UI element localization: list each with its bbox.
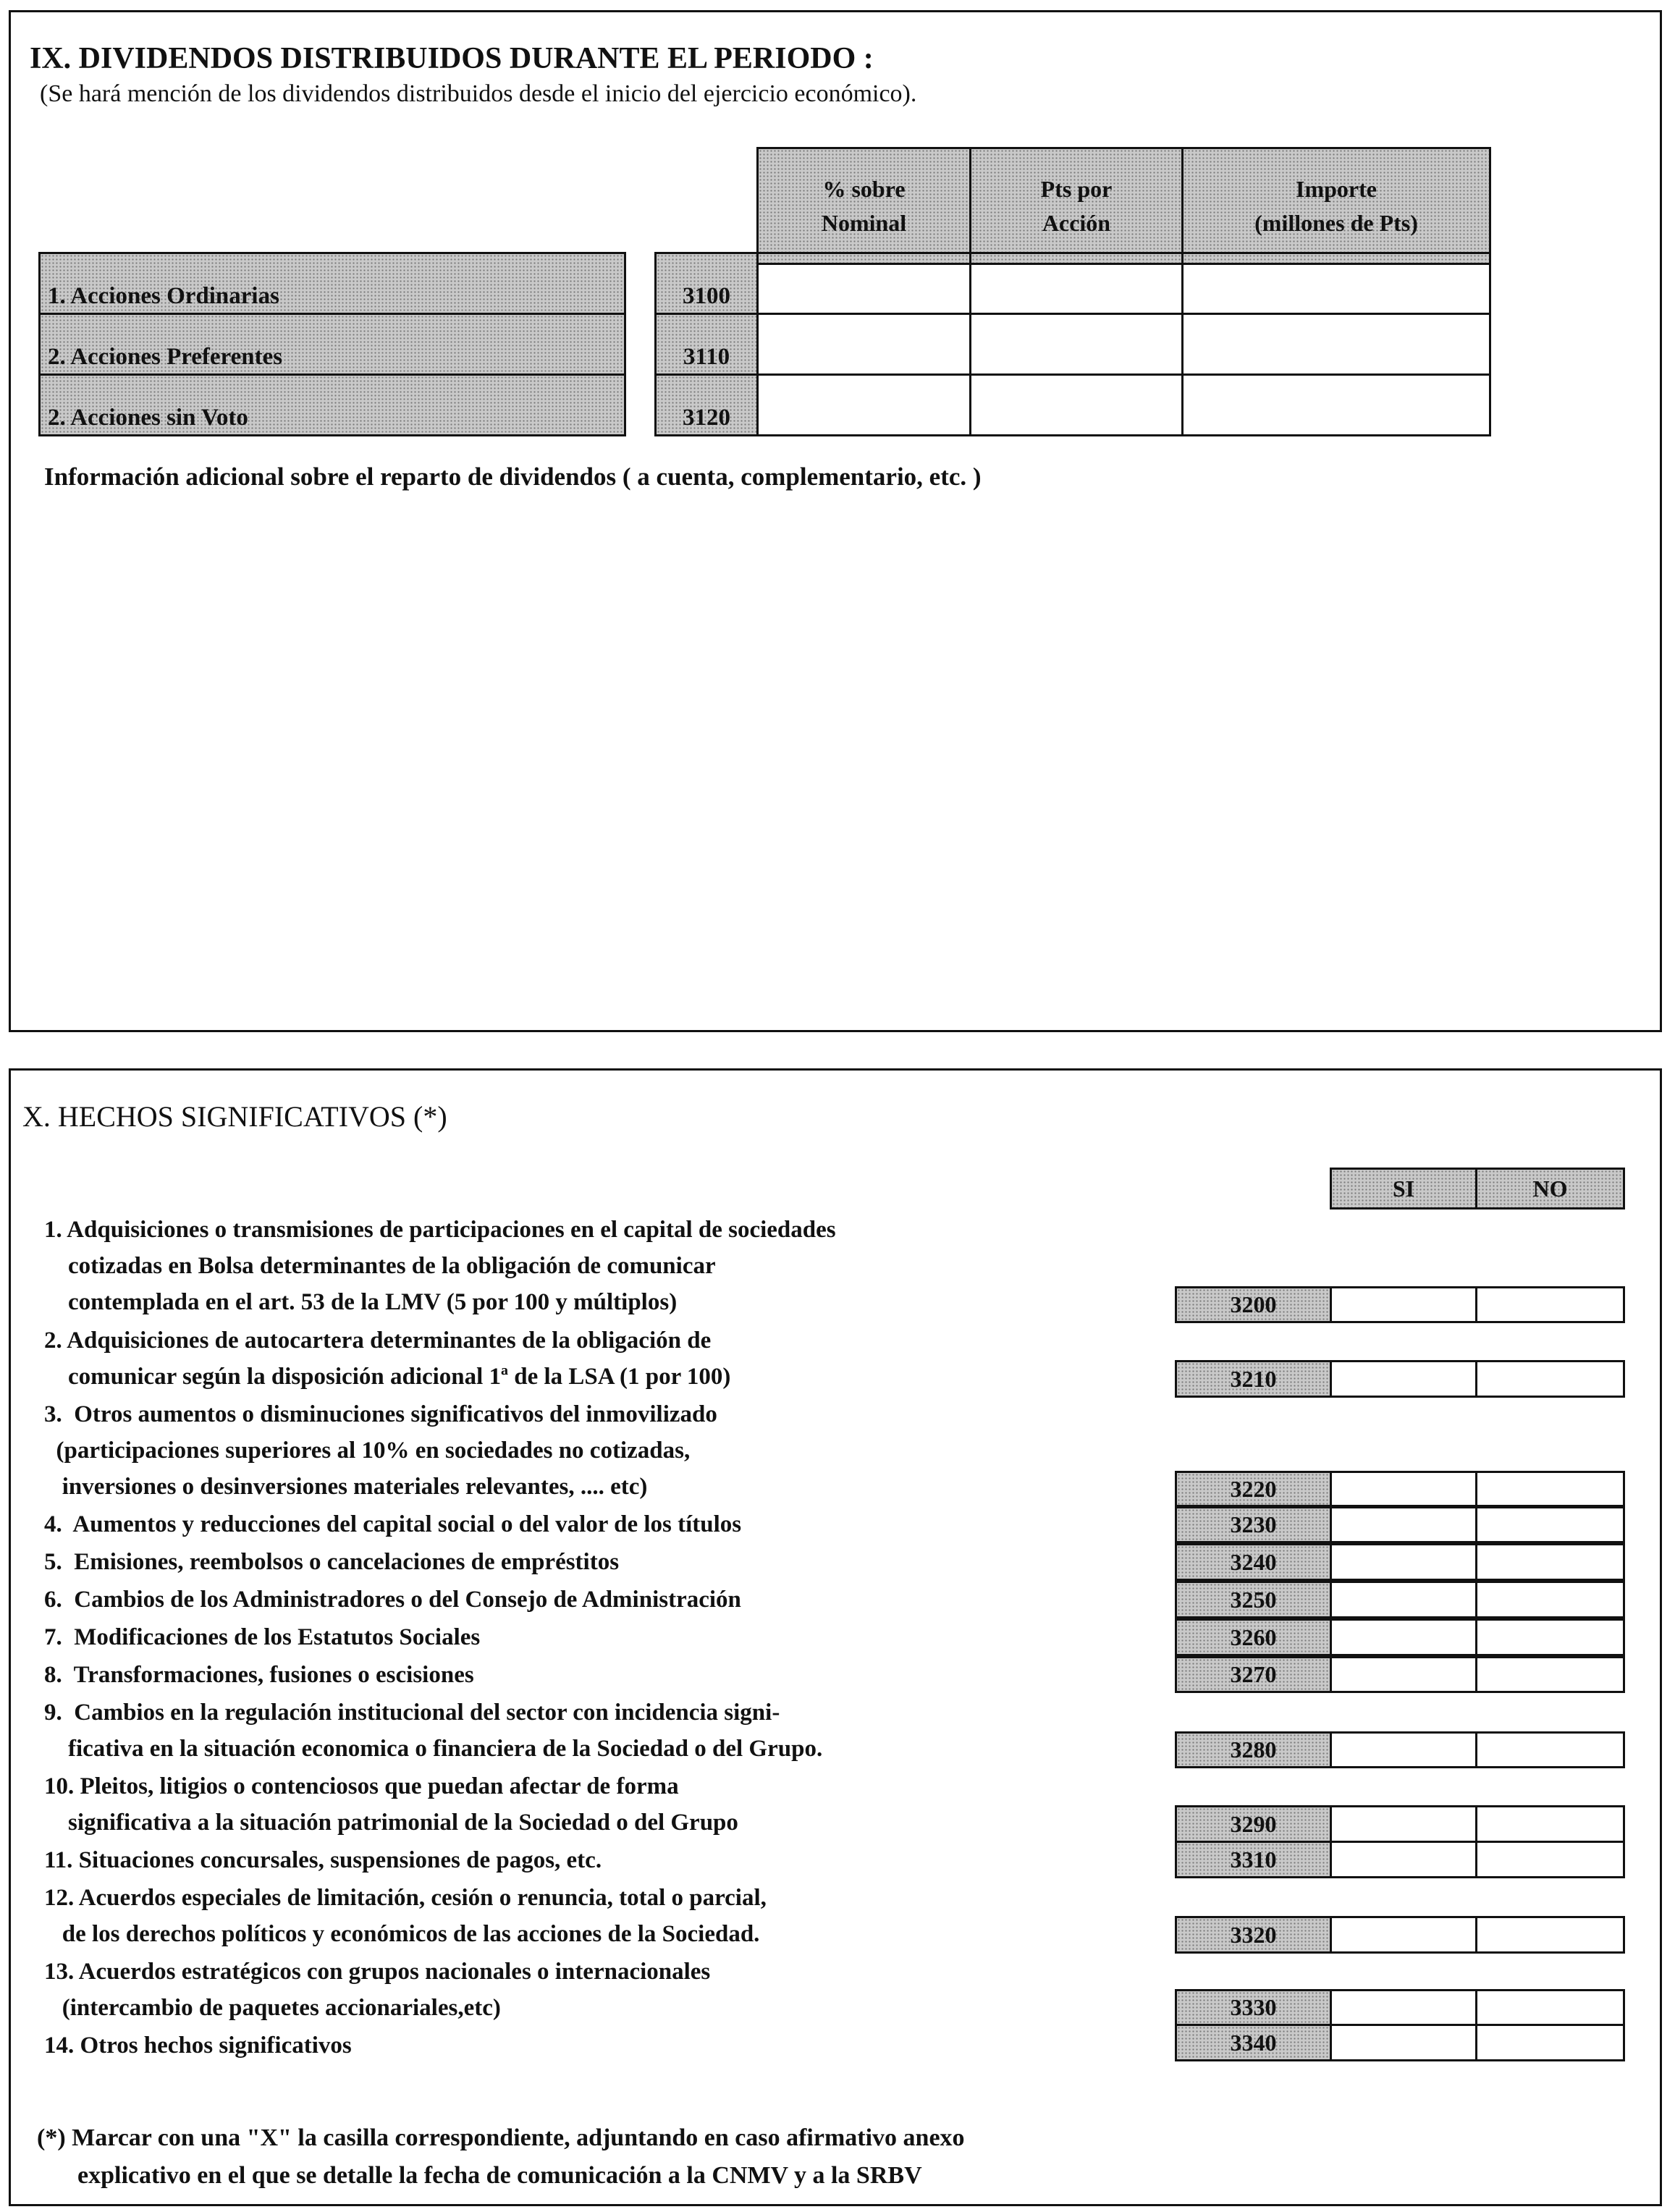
field-code-3220: 3220 (1175, 1471, 1332, 1507)
event-item-line: 14. Otros hechos significativos (44, 2032, 352, 2059)
input-non-voting-percent[interactable] (756, 373, 971, 436)
row-label-non-voting-shares: 2. Acciones sin Voto (38, 373, 626, 436)
event-item-line: 11. Situaciones concursales, suspensiones de pagos, etc. (44, 1847, 602, 1873)
event-item-line: inversiones o desinversiones materiales relevantes, .... etc) (44, 1474, 648, 1500)
row-label-ordinary-shares: 1. Acciones Ordinarias (38, 252, 626, 315)
event-item-line: comunicar según la disposición adicional 1ª de la LSA (1 por 100) (44, 1364, 731, 1390)
event-item-line: 4. Aumentos y reducciones del capital social o del valor de los títulos (44, 1511, 742, 1537)
field-code-3110: 3110 (654, 313, 759, 376)
event-item (44, 1212, 836, 1320)
event-item-line: 13. Acuerdos estratégicos con grupos nacionales o internacionales (44, 1959, 711, 1985)
checkbox-no-3320[interactable] (1475, 1916, 1625, 1954)
section-title-significant-events: X. HECHOS SIGNIFICATIVOS (*) (22, 1100, 447, 1133)
field-code-3100: 3100 (654, 252, 759, 315)
event-item (44, 2027, 352, 2064)
column-header-line: Acción (1042, 209, 1111, 236)
field-code-3310: 3310 (1175, 1841, 1332, 1878)
column-header-line: % sobre (822, 176, 906, 203)
event-item-line: 8. Transformaciones, fusiones o escisiones (44, 1662, 474, 1688)
field-code-3290: 3290 (1175, 1805, 1332, 1843)
input-preferred-amount[interactable] (1181, 313, 1491, 376)
field-code-3260: 3260 (1175, 1618, 1332, 1656)
checkbox-si-3250[interactable] (1330, 1581, 1477, 1618)
field-code-3330: 3330 (1175, 1989, 1332, 2026)
event-item (44, 1880, 767, 1952)
checkbox-no-3250[interactable] (1475, 1581, 1625, 1618)
column-header-percent-nominal (756, 147, 971, 265)
checkbox-no-3240[interactable] (1475, 1543, 1625, 1581)
checkbox-no-3270[interactable] (1475, 1656, 1625, 1693)
additional-info-label: Información adicional sobre el reparto de dividendos ( a cuenta, complementario, etc. ) (44, 463, 982, 491)
column-header-line: Pts por (1040, 176, 1113, 203)
checkbox-si-3280[interactable] (1330, 1731, 1477, 1768)
event-item-line: significativa a la situación patrimonial de la Sociedad o del Grupo (44, 1810, 738, 1836)
input-preferred-pts[interactable] (969, 313, 1184, 376)
checkbox-si-3320[interactable] (1330, 1916, 1477, 1954)
significant-events-section (9, 1068, 1662, 2206)
field-code-3120: 3120 (654, 373, 759, 436)
event-item-line: 9. Cambios en la regulación institucional del sector con incidencia signi- (44, 1700, 780, 1726)
checkbox-no-3310[interactable] (1475, 1841, 1625, 1878)
checkbox-no-3200[interactable] (1475, 1286, 1625, 1323)
input-ordinary-amount[interactable] (1181, 252, 1491, 315)
column-header-line: (millones de Pts) (1254, 209, 1418, 236)
field-code-3320: 3320 (1175, 1916, 1332, 1954)
checkbox-no-3230[interactable] (1475, 1506, 1625, 1543)
dividends-section (9, 10, 1662, 1032)
input-non-voting-amount[interactable] (1181, 373, 1491, 436)
checkbox-no-3220[interactable] (1475, 1471, 1625, 1507)
column-header-line: Nominal (821, 209, 907, 236)
checkbox-si-3330[interactable] (1330, 1989, 1477, 2026)
checkbox-si-3270[interactable] (1330, 1656, 1477, 1693)
checkbox-no-3290[interactable] (1475, 1805, 1625, 1843)
additional-info-area[interactable] (44, 512, 1622, 1004)
field-code-3200: 3200 (1175, 1286, 1332, 1323)
event-item-line: 3. Otros aumentos o disminuciones significativos del inmovilizado (44, 1401, 717, 1427)
event-item-line: contemplada en el art. 53 de la LMV (5 por 100 y múltiplos) (44, 1289, 678, 1315)
event-item-line: ficativa en la situación economica o financiera de la Sociedad o del Grupo. (44, 1736, 823, 1762)
row-label-preferred-shares: 2. Acciones Preferentes (38, 313, 626, 376)
checkbox-si-3240[interactable] (1330, 1543, 1477, 1581)
event-item-line: (intercambio de paquetes accionariales,etc) (44, 1995, 501, 2021)
field-code-3280: 3280 (1175, 1731, 1332, 1768)
checkbox-no-3260[interactable] (1475, 1618, 1625, 1656)
event-item-line: 1. Adquisiciones o transmisiones de participaciones en el capital de sociedades (44, 1217, 836, 1243)
checkbox-si-3290[interactable] (1330, 1805, 1477, 1843)
event-item-line: 5. Emisiones, reembolsos o cancelaciones de empréstitos (44, 1549, 620, 1575)
event-item-line: 2. Adquisiciones de autocartera determinantes de la obligación de (44, 1327, 712, 1354)
event-item (44, 1694, 822, 1767)
field-code-3340: 3340 (1175, 2024, 1332, 2061)
event-item (44, 1842, 602, 1878)
input-ordinary-pts[interactable] (969, 252, 1184, 315)
field-code-3250: 3250 (1175, 1581, 1332, 1618)
event-item (44, 1396, 717, 1505)
event-item-line: de los derechos políticos y económicos de las acciones de la Sociedad. (44, 1921, 760, 1947)
checkbox-si-3340[interactable] (1330, 2024, 1477, 2061)
input-non-voting-pts[interactable] (969, 373, 1184, 436)
checkbox-si-3220[interactable] (1330, 1471, 1477, 1507)
field-code-3230: 3230 (1175, 1506, 1332, 1543)
column-header-no: NO (1475, 1168, 1625, 1210)
checkbox-si-3310[interactable] (1330, 1841, 1477, 1878)
checkbox-si-3230[interactable] (1330, 1506, 1477, 1543)
event-item (44, 1657, 474, 1693)
event-item (44, 1954, 710, 2026)
event-item-line: (participaciones superiores al 10% en sociedades no cotizadas, (44, 1438, 691, 1464)
column-header-si: SI (1330, 1168, 1477, 1210)
event-item-line: 7. Modificaciones de los Estatutos Sociales (44, 1624, 481, 1650)
footnote-line-1: (*) Marcar con una "X" la casilla correspondiente, adjuntando en caso afirmativo anexo (37, 2124, 965, 2151)
event-item (44, 1619, 480, 1655)
footnote-line-2: explicativo en el que se detalle la fecha de comunicación a la CNMV y a la SRBV (77, 2162, 922, 2189)
checkbox-no-3330[interactable] (1475, 1989, 1625, 2026)
checkbox-no-3210[interactable] (1475, 1360, 1625, 1398)
field-code-3270: 3270 (1175, 1656, 1332, 1693)
event-item (44, 1582, 741, 1618)
event-item-line: 12. Acuerdos especiales de limitación, cesión o renuncia, total o parcial, (44, 1885, 767, 1911)
input-preferred-percent[interactable] (756, 313, 971, 376)
checkbox-si-3210[interactable] (1330, 1360, 1477, 1398)
checkbox-no-3280[interactable] (1475, 1731, 1625, 1768)
event-item-line: 10. Pleitos, litigios o contenciosos que puedan afectar de forma (44, 1773, 679, 1799)
event-item (44, 1322, 730, 1395)
column-header-line: Importe (1296, 176, 1377, 203)
checkbox-si-3200[interactable] (1330, 1286, 1477, 1323)
section-subtitle-dividends: (Se hará mención de los dividendos distribuidos desde el inicio del ejercicio económico). (40, 80, 917, 107)
event-item-line: 6. Cambios de los Administradores o del Consejo de Administración (44, 1587, 741, 1613)
section-title-dividends: IX. DIVIDENDOS DISTRIBUIDOS DURANTE EL PERIODO : (30, 42, 874, 75)
event-item (44, 1768, 738, 1841)
checkbox-no-3340[interactable] (1475, 2024, 1625, 2061)
field-code-3210: 3210 (1175, 1360, 1332, 1398)
checkbox-si-3260[interactable] (1330, 1618, 1477, 1656)
field-code-3240: 3240 (1175, 1543, 1332, 1581)
event-item (44, 1506, 741, 1542)
event-item-line: cotizadas en Bolsa determinantes de la obligación de comunicar (44, 1253, 716, 1279)
input-ordinary-percent[interactable] (756, 252, 971, 315)
event-item (44, 1544, 619, 1580)
column-header-pts-per-share (969, 147, 1184, 265)
column-header-amount (1181, 147, 1491, 265)
